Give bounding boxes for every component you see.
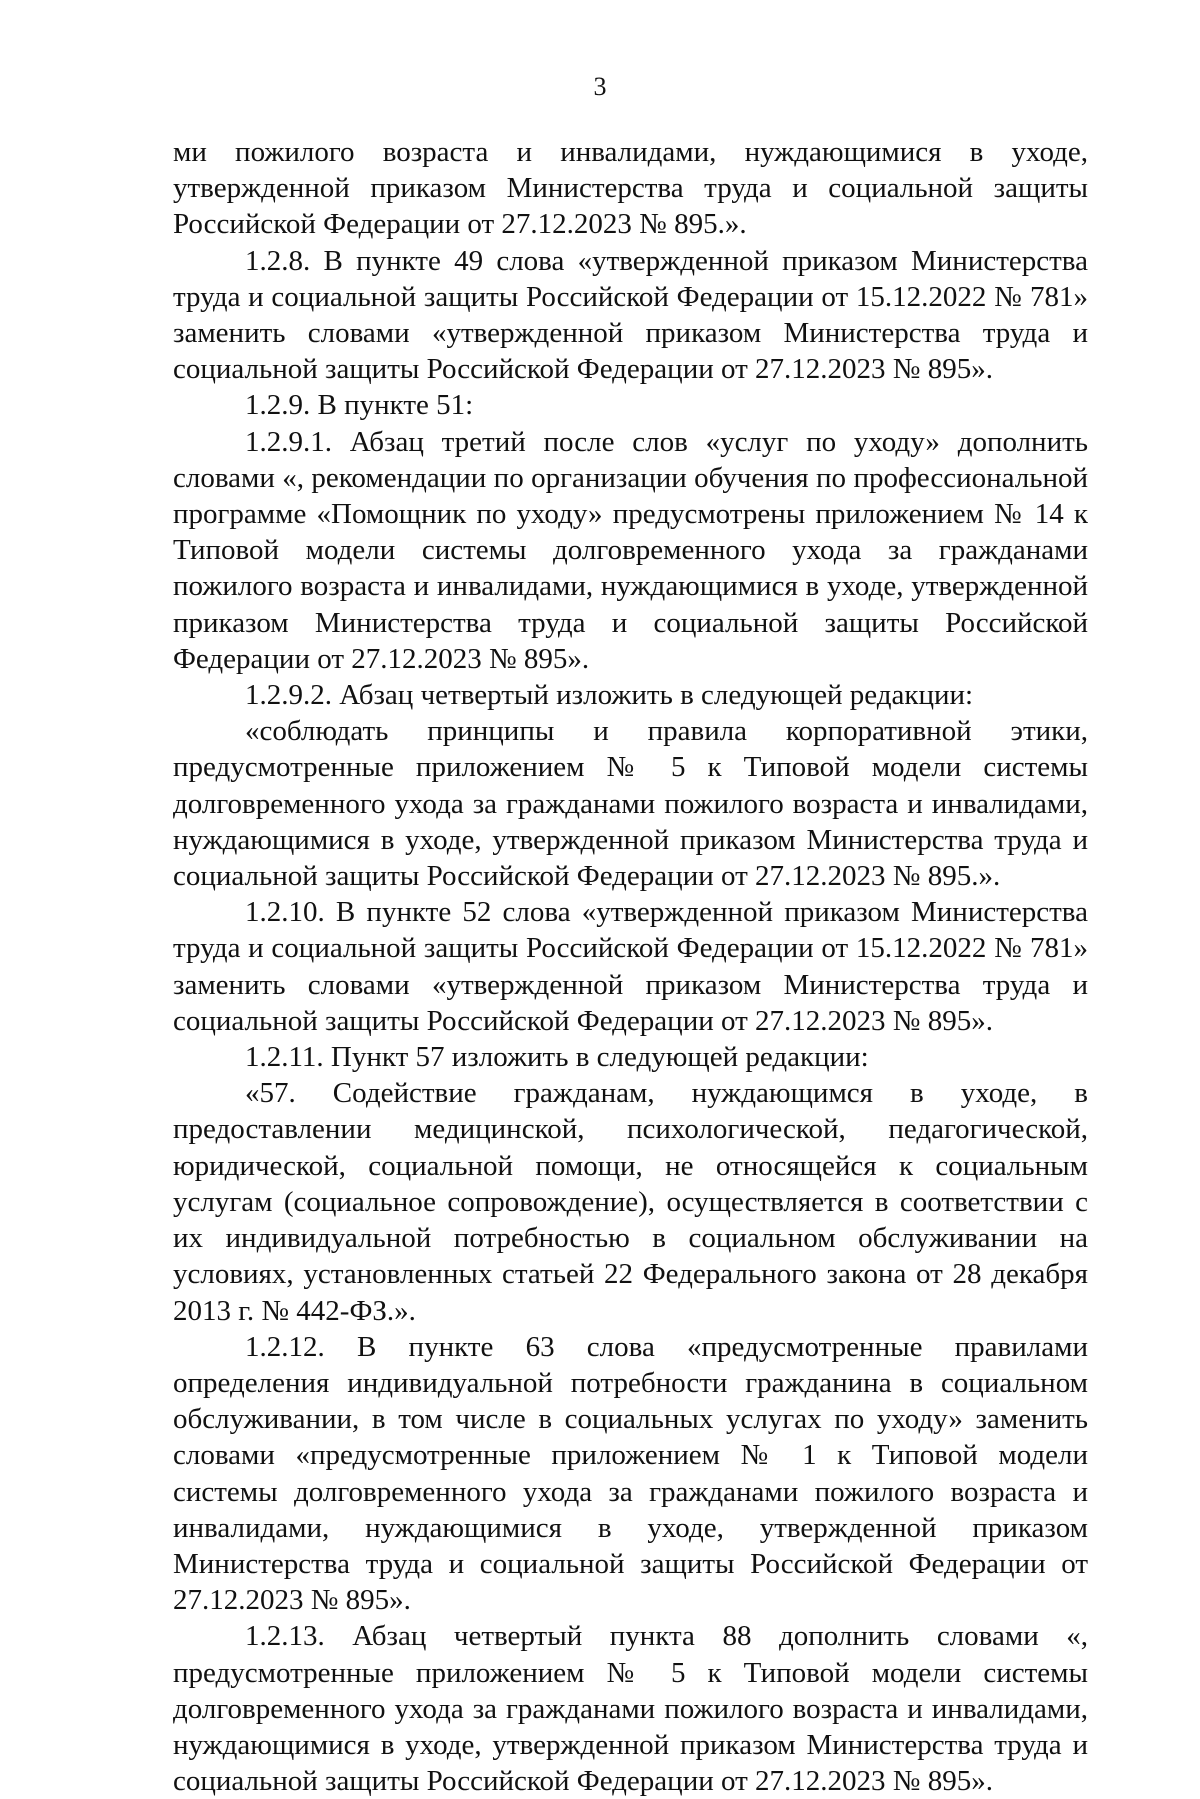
paragraph-1-2-12: 1.2.12. В пункте 63 слова «предусмотренные правилами определения индивидуальной потребности гражданина в социальном обслуживании, в том числе в социальных услугах по уходу» заменить словами «предусмотренные приложением № 1 к Типовой модели системы долговременного ухода за гражданами пожилого возраста и инвалидами, нуждающимися в уходе, утвержденной приказом Министерства труда и социальной защиты Российской Федерации от 27.12.2023 № 895». (173, 1330, 1088, 1617)
paragraph-quote-57: «57. Содействие гражданам, нуждающимся в уходе, в предоставлении медицинской, психологической, педагогической, юридической, социальной помощи, не относящейся к социальным услугам (социальное сопровождение), осуществляется в соответствии с их индивидуальной потребностью в социальном обслуживании на условиях, установленных статьей 22 Федерального закона от 28 декабря 2013 г. № 442-ФЗ.». (173, 1077, 1088, 1327)
page-number: 3 (593, 72, 607, 101)
paragraph-quote-ethics: «соблюдать принципы и правила корпоративной этики, предусмотренные приложением № 5 к Типовой модели системы долговременного ухода за гражданами пожилого возраста и инвалидами, нуждающимися в уходе, утвержденной приказом Министерства труда и социальной защиты Российской Федерации от 27.12.2023 № 895.». (173, 715, 1088, 893)
document-body (173, 134, 1088, 1799)
paragraph-1-2-8: 1.2.8. В пункте 49 слова «утвержденной приказом Министерства труда и социальной защиты Российской Федерации от 15.12.2022 № 781» заменить словами «утвержденной приказом Министерства труда и социальной защиты Российской Федерации от 27.12.2023 № 895». (173, 244, 1088, 386)
paragraph-1: ми пожилого возраста и инвалидами, нуждающимися в уходе, утвержденной приказом Министерства труда и социальной защиты Российской Федерации от 27.12.2023 № 895.». (173, 136, 1088, 241)
paragraph-1-2-9-2: 1.2.9.2. Абзац четвертый изложить в следующей редакции: (245, 679, 974, 712)
paragraph-1-2-10: 1.2.10. В пункте 52 слова «утвержденной приказом Министерства труда и социальной защиты Российской Федерации от 15.12.2022 № 781» заменить словами «утвержденной приказом Министерства труда и социальной защиты Российской Федерации от 27.12.2023 № 895». (173, 896, 1088, 1037)
paragraph-1-2-11: 1.2.11. Пункт 57 изложить в следующей редакции: (245, 1041, 869, 1074)
paragraph-1-2-9-1: 1.2.9.1. Абзац третий после слов «услуг по уходу» дополнить словами «, рекомендации по организации обучения по профессиональной программе «Помощник по уходу» предусмотрены приложением № 14 к Типовой модели системы долговременного ухода за гражданами пожилого возраста и инвалидами, нуждающимися в уходе, утвержденной приказом Министерства труда и социальной защиты Российской Федерации от 27.12.2023 № 895». (173, 425, 1088, 675)
paragraph-1-2-9: 1.2.9. В пункте 51: (245, 389, 474, 422)
paragraph-1-2-13: 1.2.13. Абзац четвертый пункта 88 дополнить словами «, предусмотренные приложением № 5 к Типовой модели системы долговременного ухода за гражданами пожилого возраста и инвалидами, нуждающимися в уходе, утвержденной приказом Министерства труда и социальной защиты Российской Федерации от 27.12.2023 № 895». (173, 1620, 1088, 1798)
